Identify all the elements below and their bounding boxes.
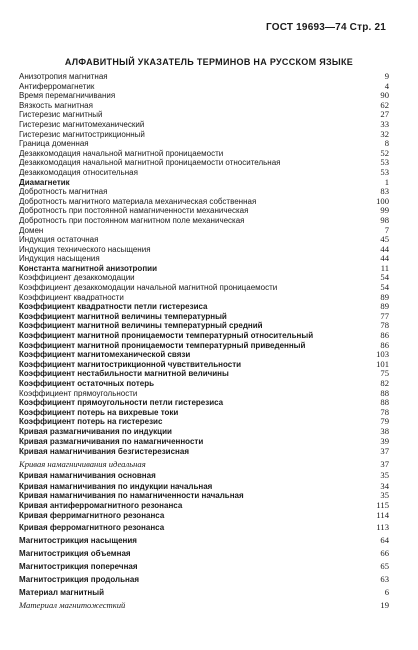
index-page-number: 39 [380, 435, 389, 446]
index-page-number: 113 [376, 521, 389, 532]
index-entry [19, 312, 389, 322]
index-page-number: 54 [380, 282, 389, 293]
index-entry [19, 600, 389, 611]
index-entry [19, 350, 389, 360]
index-page-number: 83 [380, 186, 389, 197]
index-page-number: 27 [380, 109, 389, 120]
index-term: Дезаккомодация относительная [19, 167, 138, 177]
index-page-number: 100 [376, 195, 389, 206]
index-term: Кривая антиферромагнитного резонанса [19, 500, 183, 510]
index-entry [19, 254, 389, 264]
index-page-number: 89 [380, 291, 389, 302]
index-entry [19, 446, 389, 458]
index-entry [19, 341, 389, 351]
index-term: Коэффициент дезаккомодации начальной магнитной проницаемости [19, 283, 278, 293]
index-page-number: 66 [380, 547, 389, 558]
index-entry [19, 302, 389, 312]
index-page-number: 98 [380, 214, 389, 225]
page-header: ГОСТ 19693—74 Стр. 21 [266, 22, 386, 33]
index-page-number: 63 [380, 574, 389, 585]
index-term: Кривая размагничивания по индукции [19, 426, 172, 436]
index-entry [19, 458, 389, 470]
index-page-number: 52 [380, 147, 389, 158]
index-page-number: 44 [380, 243, 389, 254]
index-page-number: 45 [380, 234, 389, 245]
index-term: Коэффициент остаточных потерь [19, 379, 155, 388]
index-term: Кривая намагничивания идеальная [19, 458, 146, 469]
index-page-number: 82 [380, 378, 389, 388]
index-entry [19, 139, 389, 149]
index-term: Диамагнетик [19, 177, 70, 187]
index-entry [19, 293, 389, 303]
index-entry [19, 110, 389, 120]
index-page-number: 114 [376, 510, 389, 521]
index-term: Граница доменная [19, 139, 89, 149]
index-entry [19, 72, 389, 82]
index-page-number: 35 [380, 469, 389, 480]
index-entry [19, 158, 389, 168]
index-page-number: 77 [380, 310, 389, 321]
index-page-number: 9 [384, 71, 389, 81]
index-term: Коэффициент квадратности [19, 292, 124, 302]
index-term: Гистерезис магнитный [19, 110, 103, 120]
index-term: Индукция технического насыщения [19, 244, 151, 254]
index-term: Коэффициент прямоугольности петли гистерезиса [19, 398, 224, 408]
index-entry [19, 178, 389, 188]
index-page-number: 53 [380, 157, 389, 168]
index-term: Кривая размагничивания по намагниченности [19, 436, 204, 446]
index-page-number: 103 [376, 349, 389, 360]
index-term: Добротность магнитного материала механическая собственная [19, 196, 257, 206]
index-page-number: 79 [380, 416, 389, 427]
index-term: Время перемагничивания [19, 91, 116, 101]
index-page-number: 34 [380, 480, 389, 491]
index-entry [19, 586, 389, 599]
index-entry [19, 197, 389, 207]
index-page-number: 64 [380, 534, 389, 545]
index-entry [19, 369, 389, 379]
index-entry [19, 534, 389, 547]
index-term: Анизотропия магнитная [19, 72, 108, 81]
index-term: Кривая намагничивания основная [19, 470, 156, 480]
index-term: Добротность при постоянном магнитном поле механическая [19, 215, 245, 225]
index-entry [19, 187, 389, 197]
index-term: Добротность магнитная [19, 187, 108, 197]
index-term: Коэффициент магнитомеханической связи [19, 350, 191, 360]
index-term: Константа магнитной анизотропии [19, 263, 157, 273]
index-entry [19, 91, 389, 101]
index-page-number: 115 [376, 499, 389, 510]
index-page-number: 38 [380, 425, 389, 436]
index-entry [19, 264, 389, 274]
index-term: Кривая ферромагнитного резонанса [19, 522, 165, 532]
index-entry [19, 216, 389, 226]
index-page-number: 53 [380, 166, 389, 177]
index-page-number: 86 [380, 330, 389, 341]
index-entry [19, 101, 389, 111]
index-entry [19, 491, 389, 501]
index-page-number: 7 [384, 224, 389, 235]
index-entry [19, 398, 389, 408]
index-term: Коэффициент магнитной величины температурный [19, 311, 227, 321]
index-entry [19, 408, 389, 418]
index-term: Индукция остаточная [19, 235, 99, 245]
index-term: Вязкость магнитная [19, 100, 93, 110]
index-term: Коэффициент нестабильности магнитной величины [19, 369, 229, 379]
index-term: Магнитострикция продольная [19, 575, 140, 585]
index-entry [19, 560, 389, 573]
index-term: Коэффициент магнитострикционной чувствительности [19, 359, 242, 369]
index-term: Материал магнитный [19, 588, 104, 598]
index-page-number: 8 [384, 138, 389, 149]
index-term: Кривая намагничивания безгистерезисная [19, 447, 189, 457]
index-entry [19, 321, 389, 331]
index-page-number: 54 [380, 272, 389, 283]
index-term: Коэффициент магнитной проницаемости температурный приведенный [19, 340, 306, 350]
index-entry [19, 573, 389, 586]
index-page-number: 32 [380, 128, 389, 139]
index-entry [19, 273, 389, 283]
index-term: Коэффициент магнитной величины температурный средний [19, 321, 263, 331]
index-term: Магнитострикция насыщения [19, 535, 137, 545]
term-index-list [19, 72, 389, 610]
index-term: Коэффициент потерь на вихревые токи [19, 407, 179, 417]
index-term: Индукция насыщения [19, 254, 100, 264]
index-page-number: 99 [380, 205, 389, 216]
index-term: Кривая намагничивания по индукции начальная [19, 481, 213, 491]
index-term: Коэффициент квадратности петли гистерезиса [19, 302, 208, 312]
index-term: Кривая ферримагнитного резонанса [19, 511, 165, 521]
index-entry [19, 360, 389, 370]
index-entry [19, 120, 389, 130]
index-entry [19, 437, 389, 447]
index-term: Коэффициент дезаккомодации [19, 273, 135, 283]
index-term: Домен [19, 225, 44, 235]
index-page-number: 6 [384, 587, 389, 598]
index-page-number: 37 [380, 458, 389, 469]
index-entry [19, 417, 389, 427]
index-page-number: 33 [380, 118, 389, 129]
index-entry [19, 331, 389, 341]
index-entry [19, 470, 389, 482]
index-entry [19, 149, 389, 159]
index-term: Материал магнитожесткий [19, 599, 126, 610]
index-page-number: 37 [380, 446, 389, 457]
index-entry [19, 427, 389, 437]
index-page-number: 65 [380, 560, 389, 571]
index-page-number: 35 [380, 490, 389, 501]
index-page-number: 88 [380, 387, 389, 398]
index-page-number: 75 [380, 368, 389, 379]
index-entry [19, 245, 389, 255]
index-term: Коэффициент магнитной проницаемости температурный относительный [19, 331, 314, 341]
index-term: Гистерезис магнитострикционный [19, 129, 145, 139]
index-page-number: 86 [380, 339, 389, 350]
index-page-number: 1 [384, 176, 389, 187]
index-term: Магнитострикция поперечная [19, 561, 138, 571]
index-page-number: 101 [376, 358, 389, 369]
index-term: Коэффициент прямоугольности [19, 388, 138, 398]
index-page-number: 88 [380, 397, 389, 408]
index-entry [19, 235, 389, 245]
index-term: Антиферромагнетик [19, 81, 95, 91]
index-page-number: 19 [380, 599, 389, 610]
index-entry [19, 82, 389, 92]
index-page-number: 44 [380, 253, 389, 264]
index-entry [19, 206, 389, 216]
page-title: АЛФАВИТНЫЙ УКАЗАТЕЛЬ ТЕРМИНОВ НА РУССКОМ ЯЗЫКЕ [64, 57, 354, 67]
index-entry [19, 379, 389, 389]
index-term: Добротность при постоянной намагниченности механическая [19, 206, 249, 216]
index-term: Коэффициент потерь на гистерезис [19, 417, 163, 427]
index-entry [19, 510, 389, 522]
index-page-number: 89 [380, 301, 389, 312]
index-term: Магнитострикция объемная [19, 548, 131, 558]
index-entry [19, 130, 389, 140]
index-term: Кривая намагничивания по намагниченности начальная [19, 491, 244, 501]
index-term: Дезаккомодация начальной магнитной проницаемости относительная [19, 158, 281, 168]
index-entry [19, 501, 389, 511]
index-entry [19, 522, 389, 534]
index-term: Гистерезис магнитомеханический [19, 119, 145, 129]
index-page-number: 78 [380, 320, 389, 331]
index-entry [19, 283, 389, 293]
index-entry [19, 168, 389, 178]
index-page-number: 90 [380, 90, 389, 101]
index-page-number: 11 [380, 262, 389, 273]
index-entry [19, 226, 389, 236]
index-page-number: 4 [384, 80, 389, 91]
index-entry [19, 389, 389, 399]
index-page-number: 78 [380, 406, 389, 417]
index-page-number: 62 [380, 99, 389, 110]
index-entry [19, 482, 389, 492]
index-entry [19, 547, 389, 560]
index-term: Дезаккомодация начальной магнитной проницаемости [19, 148, 224, 158]
